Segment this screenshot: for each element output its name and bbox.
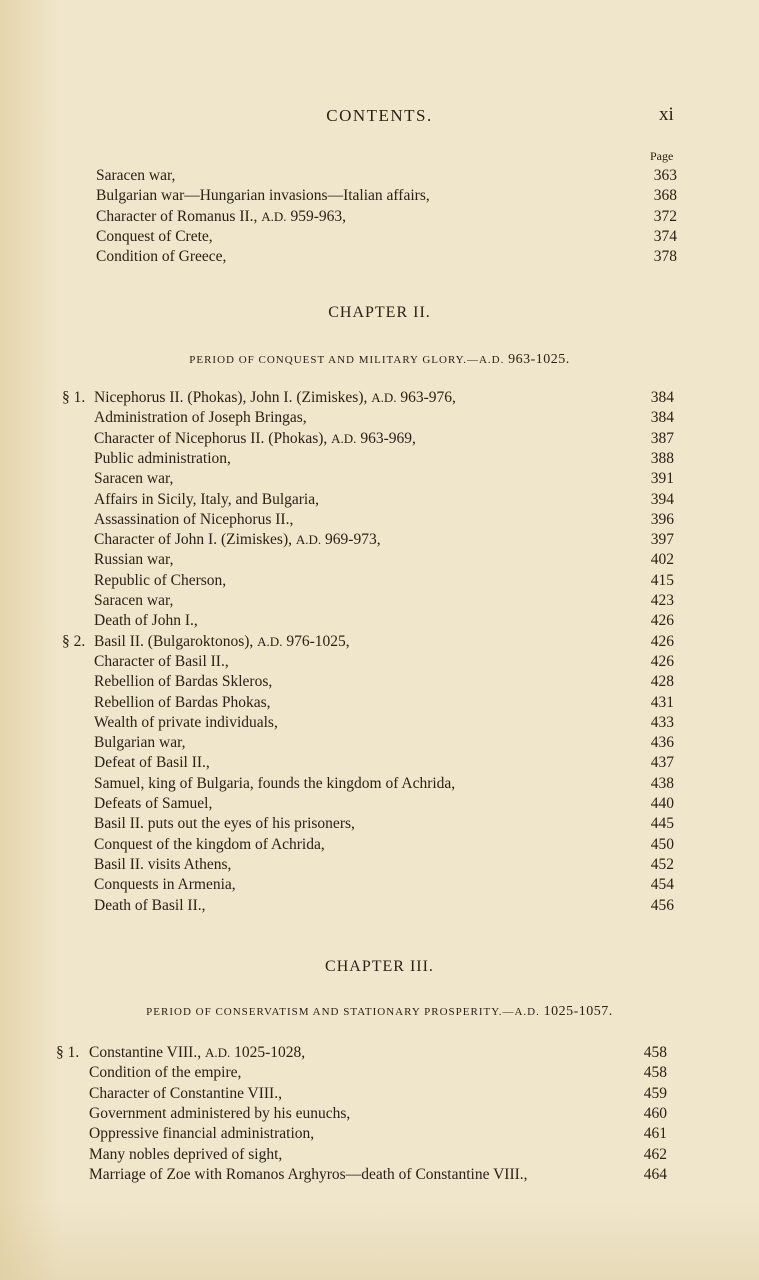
entry-page-number: 396 [650, 510, 674, 528]
chapter-2-period [0, 352, 759, 368]
entry-page-number: 464 [643, 1165, 667, 1183]
section-marker: § 1. [56, 1044, 80, 1061]
entry-page-number: 462 [643, 1145, 667, 1163]
contents-entry [0, 530, 759, 550]
page-column-label: Page [650, 149, 674, 163]
entry-page-number: 456 [650, 896, 674, 914]
contents-entry [0, 733, 759, 753]
entry-title: Basil II. puts out the eyes of his prisoners, [94, 815, 355, 833]
entry-title: Basil II. (Bulgaroktonos), A.D. 976-1025, [94, 632, 350, 650]
entry-page-number: 384 [650, 389, 674, 406]
entry-title: Affairs in Sicily, Italy, and Bulgaria, [94, 490, 319, 508]
entry-title: Character of Romanus II., A.D. 959-963, [96, 207, 346, 225]
contents-entry [0, 672, 759, 692]
contents-entry [0, 896, 759, 916]
entry-title: Death of John I., [94, 612, 198, 630]
section-marker: § 1. [62, 389, 86, 406]
entry-page-number: 436 [650, 734, 674, 752]
entry-page-number: 445 [650, 815, 674, 833]
contents-entry [0, 591, 759, 611]
contents-entry [0, 510, 759, 530]
entry-page-number: 363 [653, 167, 677, 184]
contents-entry [0, 469, 759, 489]
entry-title: Oppressive financial administration, [89, 1125, 315, 1143]
entry-title: Assassination of Nicephorus II., [94, 510, 294, 528]
entry-page-number: 458 [643, 1064, 667, 1082]
entry-title: Government administered by his eunuchs, [89, 1104, 351, 1122]
chapter-2-period-years: 963-1025. [508, 352, 570, 367]
contents-entry [0, 449, 759, 469]
entry-title: Many nobles deprived of sight, [89, 1145, 283, 1163]
contents-entry [0, 227, 759, 247]
entry-page-number: 387 [650, 429, 674, 447]
entry-page-number: 426 [650, 612, 674, 630]
entry-title: Basil II. visits Athens, [94, 855, 232, 873]
entry-title: Wealth of private individuals, [94, 713, 278, 731]
contents-entry [0, 774, 759, 794]
contents-entry [0, 247, 759, 267]
contents-entry [0, 875, 759, 895]
contents-entry [0, 388, 759, 408]
contents-entry [0, 571, 759, 591]
chapter-3-period [0, 1004, 759, 1020]
entry-page-number: 378 [653, 248, 677, 266]
contents-entry [0, 753, 759, 773]
entry-title: Nicephorus II. (Phokas), John I. (Zimiskes), A.D. 963-976, [94, 389, 456, 406]
page-number: xi [659, 104, 674, 125]
entry-title: Defeat of Basil II., [94, 754, 210, 772]
entry-page-number: 431 [650, 693, 674, 711]
entry-title: Administration of Joseph Bringas, [94, 409, 307, 427]
entry-title: Constantine VIII., A.D. 1025-1028, [89, 1044, 306, 1061]
contents-entry [0, 713, 759, 733]
contents-entry [0, 1084, 759, 1104]
entry-title: Character of John I. (Zimiskes), A.D. 969-973, [94, 531, 381, 549]
chapter-3-heading: CHAPTER III. [325, 958, 434, 975]
entry-page-number: 388 [650, 449, 674, 467]
contents-entry [0, 693, 759, 713]
contents-entry [0, 855, 759, 875]
entry-title: Conquest of the kingdom of Achrida, [94, 835, 325, 853]
entry-title: Bulgarian war—Hungarian invasions—Italian affairs, [96, 187, 430, 205]
entry-title: Public administration, [94, 449, 231, 467]
entry-title: Samuel, king of Bulgaria, founds the kingdom of Achrida, [94, 774, 456, 792]
contents-entry [0, 794, 759, 814]
contents-entry [0, 207, 759, 227]
entry-page-number: 433 [650, 713, 674, 731]
entry-page-number: 368 [653, 187, 677, 205]
entry-page-number: 423 [650, 592, 674, 609]
entry-page-number: 458 [643, 1044, 667, 1061]
contents-entry [0, 1124, 759, 1144]
contents-entry [0, 814, 759, 834]
chapter-2-heading: CHAPTER II. [328, 304, 431, 321]
entry-title: Death of Basil II., [94, 896, 206, 914]
entry-page-number: 426 [650, 632, 674, 650]
entry-page-number: 437 [650, 754, 674, 772]
entry-page-number: 428 [650, 673, 674, 691]
chapter-3-period-years: 1025-1057. [543, 1004, 613, 1019]
running-title: CONTENTS. [326, 106, 433, 125]
entry-page-number: 402 [650, 551, 674, 569]
contents-entry [0, 1165, 759, 1185]
entry-title: Saracen war, [94, 592, 174, 609]
entry-page-number: 438 [650, 774, 674, 792]
entry-page-number: 394 [650, 490, 674, 508]
entry-title: Marriage of Zoe with Romanos Arghyros—death of Constantine VIII., [89, 1165, 528, 1183]
section-marker: § 2. [62, 632, 86, 650]
entry-page-number: 374 [653, 227, 677, 245]
contents-entry [0, 186, 759, 206]
entry-page-number: 440 [650, 795, 674, 812]
entry-page-number: 459 [643, 1084, 667, 1102]
entry-page-number: 415 [650, 571, 674, 589]
entry-title: Condition of Greece, [96, 248, 227, 266]
contents-entry [0, 1043, 759, 1063]
contents-entry [0, 835, 759, 855]
entry-title: Character of Basil II., [94, 652, 229, 670]
contents-entry [0, 490, 759, 510]
entry-title: Defeats of Samuel, [94, 795, 213, 812]
entry-page-number: 452 [650, 855, 674, 873]
entry-title: Saracen war, [96, 167, 176, 184]
contents-entry [0, 611, 759, 631]
entry-page-number: 454 [650, 876, 674, 894]
contents-entry [0, 652, 759, 672]
contents-entry [0, 550, 759, 570]
entry-page-number: 461 [643, 1125, 667, 1143]
chapter-3-period-text: PERIOD OF CONSERVATISM AND STATIONARY PROSPERITY.—A.D. [146, 1006, 540, 1018]
entry-page-number: 372 [653, 207, 677, 225]
contents-entry [0, 408, 759, 428]
entry-title: Bulgarian war, [94, 734, 186, 752]
entry-title: Character of Nicephorus II. (Phokas), A.D. 963-969, [94, 429, 416, 447]
entry-page-number: 384 [650, 409, 674, 427]
contents-entry [0, 1063, 759, 1083]
entry-title: Conquests in Armenia, [94, 876, 236, 894]
entry-title: Saracen war, [94, 470, 174, 488]
entry-title: Russian war, [94, 551, 174, 569]
entry-title: Character of Constantine VIII., [89, 1084, 282, 1102]
entry-title: Rebellion of Bardas Skleros, [94, 673, 273, 691]
entry-page-number: 450 [650, 835, 674, 853]
entry-title: Condition of the empire, [89, 1064, 242, 1082]
entry-title: Rebellion of Bardas Phokas, [94, 693, 271, 711]
contents-entry [0, 1104, 759, 1124]
contents-entry [0, 429, 759, 449]
contents-entry [0, 166, 759, 186]
chapter-2-period-text: PERIOD OF CONQUEST AND MILITARY GLORY.—A.D. [189, 354, 505, 366]
entry-title: Conquest of Crete, [96, 227, 213, 245]
entry-page-number: 391 [650, 470, 674, 488]
entry-page-number: 397 [650, 531, 674, 549]
contents-entry [0, 1145, 759, 1165]
entry-page-number: 426 [650, 652, 674, 670]
entry-page-number: 460 [643, 1104, 667, 1122]
entry-title: Republic of Cherson, [94, 571, 227, 589]
contents-entry [0, 632, 759, 652]
